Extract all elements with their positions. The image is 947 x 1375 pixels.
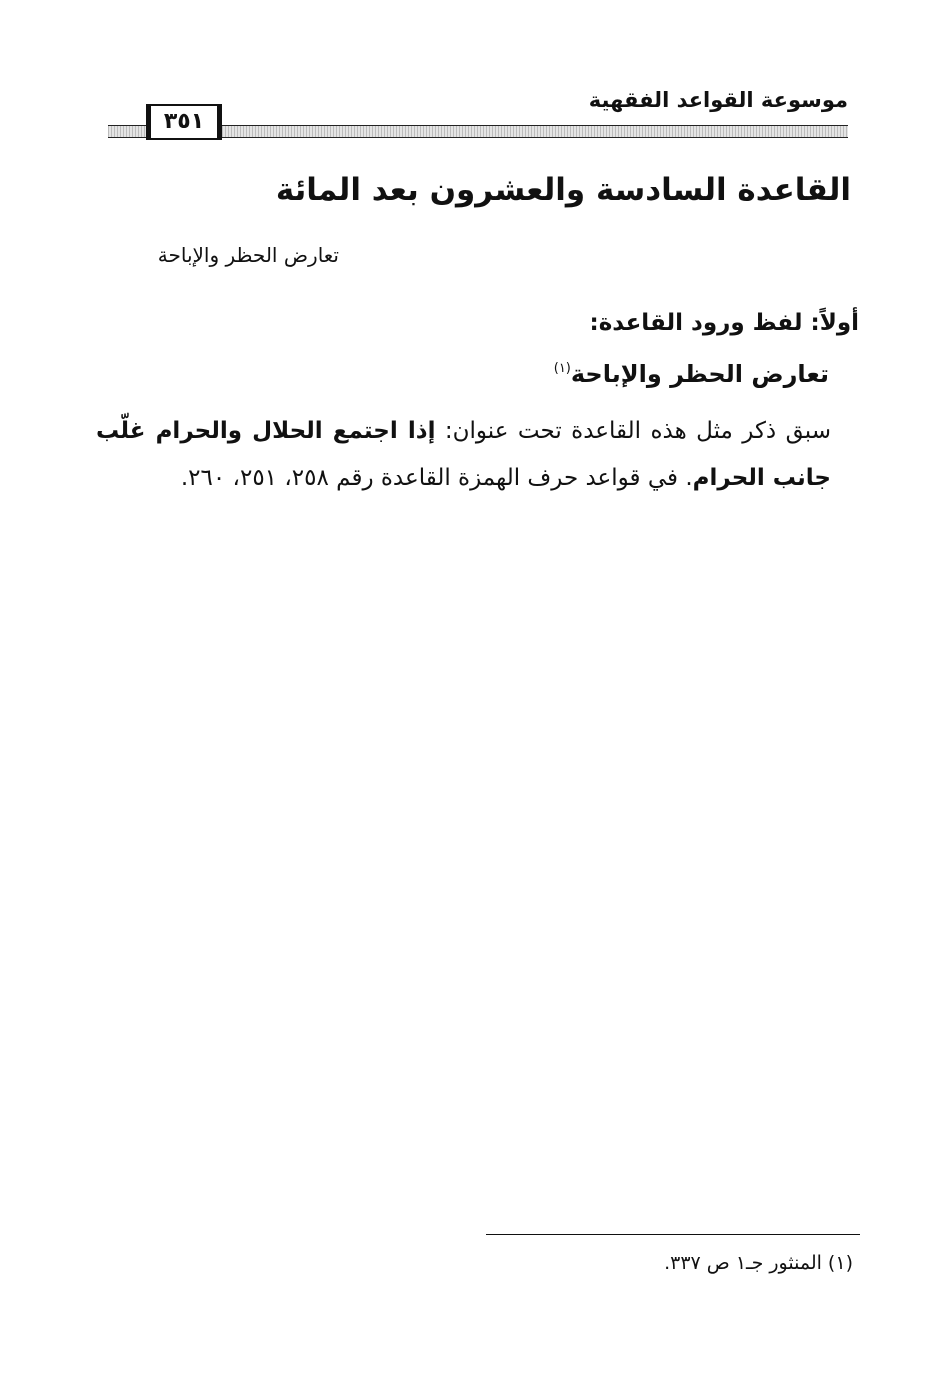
footnote-1: (١) المنثور جـ١ ص ٣٣٧.: [664, 1252, 853, 1274]
paragraph-rest: . في قواعد حرف الهمزة القاعدة رقم ٢٥٨، ٢٥١، ٢٦٠.: [180, 465, 693, 491]
page-header: [108, 88, 848, 140]
body-paragraph: [96, 408, 831, 502]
rule-name-text: تعارض الحظر والإباحة: [570, 360, 829, 388]
running-title: موسوعة القواعد الفقهية: [588, 88, 848, 112]
rule-subtitle: تعارض الحظر والإباحة: [157, 243, 339, 267]
paragraph-intro: سبق ذكر مثل هذه القاعدة تحت عنوان:: [435, 418, 831, 444]
rule-name: [554, 360, 829, 388]
footnote-reference: (١): [553, 361, 571, 376]
footnote-separator: [486, 1234, 860, 1235]
section-heading: أولاً: لفظ ورود القاعدة:: [589, 310, 859, 336]
paragraph-bold-rule: إذا اجتمع الحلال والحرام غلّب جانب الحرام: [96, 418, 831, 491]
rule-title: القاعدة السادسة والعشرون بعد المائة: [275, 172, 851, 208]
page-number: ٣٥١: [146, 104, 222, 140]
